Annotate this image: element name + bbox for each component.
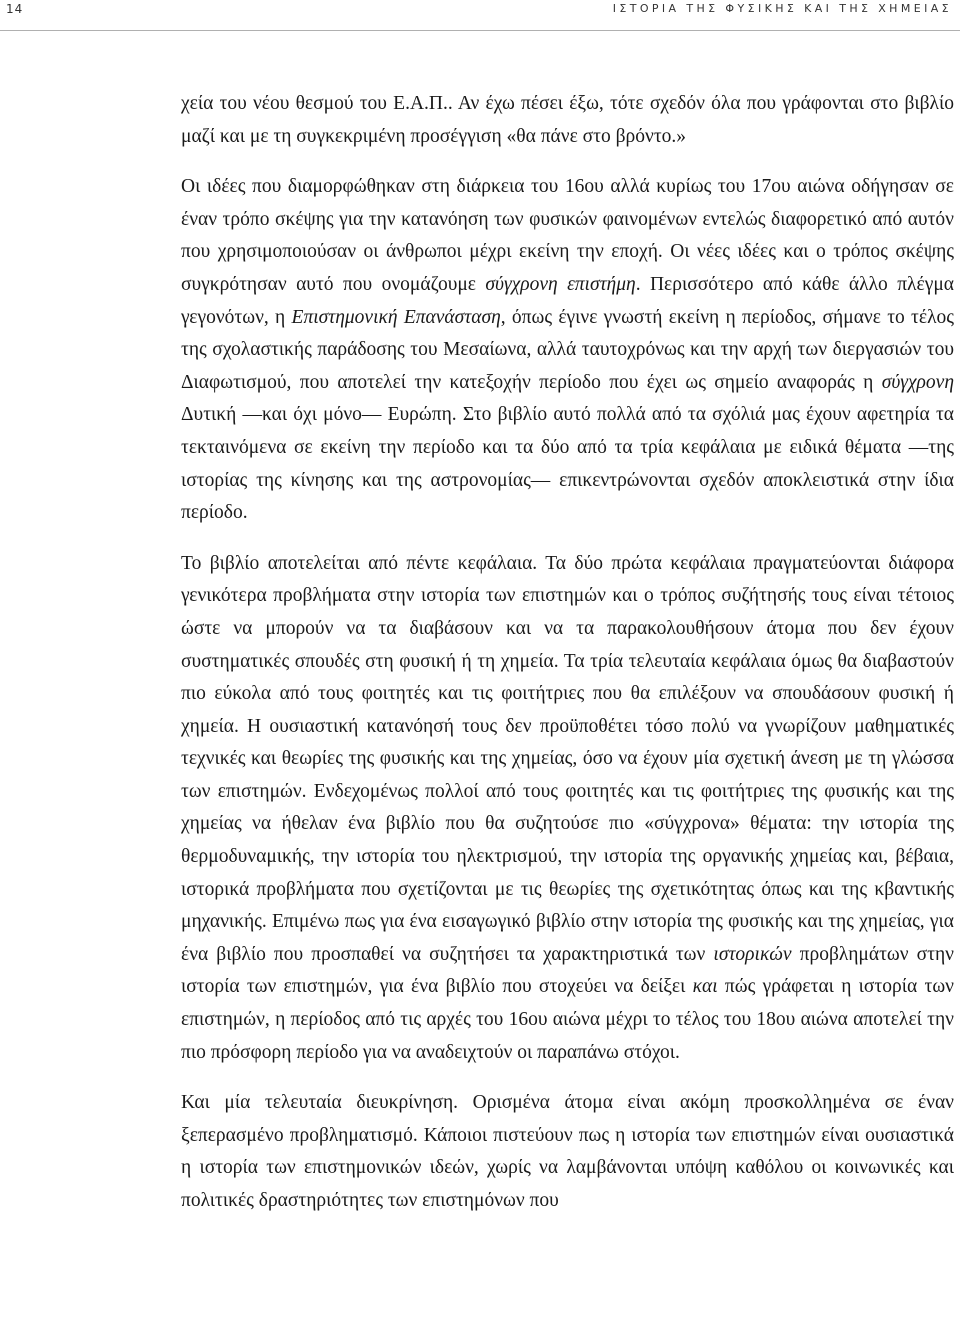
text-run: Και μία τελευταία διευκρίνηση. Ορισμένα άτομα είναι ακόμη προσκολλημένα σε έναν ξεπερασμένο προβληματισμό. Κάποιοι πιστεύουν πως η ιστορία των επιστημών είναι ουσιαστικά η ιστορία των επιστημονικών ιδεών, χωρίς να λαμβάνονται υπόψη καθόλου οι κοινωνικές και πολιτικές δραστηριότητες των επιστημόνων που xyxy=(181,1092,954,1211)
paragraph xyxy=(181,1087,954,1217)
emphasis-text: και xyxy=(692,976,718,998)
emphasis-text: Επιστημονική Επανάσταση xyxy=(291,306,501,328)
text-run: Το βιβλίο αποτελείται από πέντε κεφάλαια. Τα δύο πρώτα κεφάλαια πραγματεύονται διάφορα γενικότερα προβλήματα στην ιστορία των επιστημών και ο τρόπος συζήτησής τους είναι τέτοιος ώστε να μπορούν να τα διαβάσουν και να τα παρακολουθήσουν άτομα που δεν έχουν συστηματικές σπουδές στη φυσική ή τη χημεία. Τα τρία τελευταία κεφάλαια όμως θα διαβαστούν πιο εύκολα από τους φοιτητές και τις φοιτήτριες που θα επιλέξουν να σπουδάσουν φυσική ή χημεία. Η ουσιαστική κατανόησή τους δεν προϋποθέτει τόσο πολύ να γνωρίζουν μαθηματικές τεχνικές και θεωρίες της φυσικής και της χημείας, όσο να έχουν μία σχετική άνεση με τη γλώσσα των επιστημών. Ενδεχομένως πολλοί από τους φοιτητές και τις φοιτήτριες της φυσικής και της χημείας να ήθελαν ένα βιβλίο που θα συζητούσε πιο «σύγχρονα» θέματα: την ιστορία της θερμοδυναμικής, την ιστορία του ηλεκτρισμού, την ιστορία της οργανικής χημείας και, βέβαια, ιστορικά προβλήματα που σχετίζονται με τις θεωρίες της σχετικότητας όπως και της κβαντικής μηχανικής. Επιμένω πως για ένα εισαγωγικό βιβλίο στην ιστορία της φυσικής και της χημείας, για ένα βιβλίο που προσπαθεί να συζητήσει τα χαρακτηριστικά των xyxy=(181,552,954,965)
page-number: 14 xyxy=(6,2,24,16)
text-run: , όπως έγινε γνωστή εκείνη η περίοδος, σήμανε το τέλος της σχολαστικής παράδοσης του Μεσαίωνα, αλλά ταυτοχρόνως και την αρχή των διεργασιών του Διαφωτισμού, που αποτελεί την κατεξοχήν περίοδο που έχει ως σημείο αναφοράς η xyxy=(181,306,955,393)
page-header xyxy=(0,0,960,31)
text-run: . Περισσότερο από κάθε άλλο πλέγμα γεγονότων, η xyxy=(181,273,954,328)
running-head: ΙΣΤΟΡΙΑ ΤΗΣ ΦΥΣΙΚΗΣ ΚΑΙ ΤΗΣ ΧΗΜΕΙΑΣ xyxy=(612,2,952,15)
paragraph xyxy=(181,548,954,1070)
text-run: Δυτική —και όχι μόνο— Ευρώπη. Στο βιβλίο αυτό πολλά από τα σχόλιά μας έχουν αφετηρία τα τεκταινόμενα σε εκείνη την περίοδο και τα δύο από τα τρία κεφάλαια με ειδικά θέματα —της ιστορίας της κίνησης και της αστρονομίας— επικεντρώνονται σχεδόν αποκλειστικά στην ίδια περίοδο. xyxy=(181,404,954,524)
text-run: Οι ιδέες που διαμορφώθηκαν στη διάρκεια του 16ου αλλά κυρίως του 17ου αιώνα οδήγησαν σε έναν τρόπο σκέψης για την κατανόηση των φυσικών φαινομένων εντελώς διαφορετικό από αυτόν που χρησιμοποιούσαν οι άνθρωποι μέχρι εκείνη την εποχή. Οι νέες ιδέες και ο τρόπος σκέψης συγκρότησαν αυτό που ονομάζουμε xyxy=(181,176,954,295)
emphasis-text: σύγχρονη επιστήμη xyxy=(485,273,636,295)
emphasis-text: σύγχρονη xyxy=(881,371,954,393)
emphasis-text: ιστορικών xyxy=(713,943,792,965)
body-text xyxy=(181,88,954,1218)
text-run: χεία του νέου θεσμού του Ε.Α.Π.. Αν έχω πέσει έξω, τότε σχεδόν όλα που γράφονται στο βιβλίο μαζί και με τη συγκεκριμένη προσέγγιση «θα πάνε στο βρόντο.» xyxy=(181,93,954,147)
paragraph xyxy=(181,171,954,530)
paragraph xyxy=(181,88,954,153)
text-run: προβλημάτων στην ιστορία των επιστημών, για ένα βιβλίο που στοχεύει να δείξει xyxy=(181,943,955,998)
text-run: πώς γράφεται η ιστορία των επιστημών, η περίοδος από τις αρχές του 16ου αιώνα μέχρι το τέλος του 18ου αιώνα αποτελεί την πιο πρόσφορη περίοδο για να αναδειχτούν οι παραπάνω στόχοι. xyxy=(181,976,954,1063)
